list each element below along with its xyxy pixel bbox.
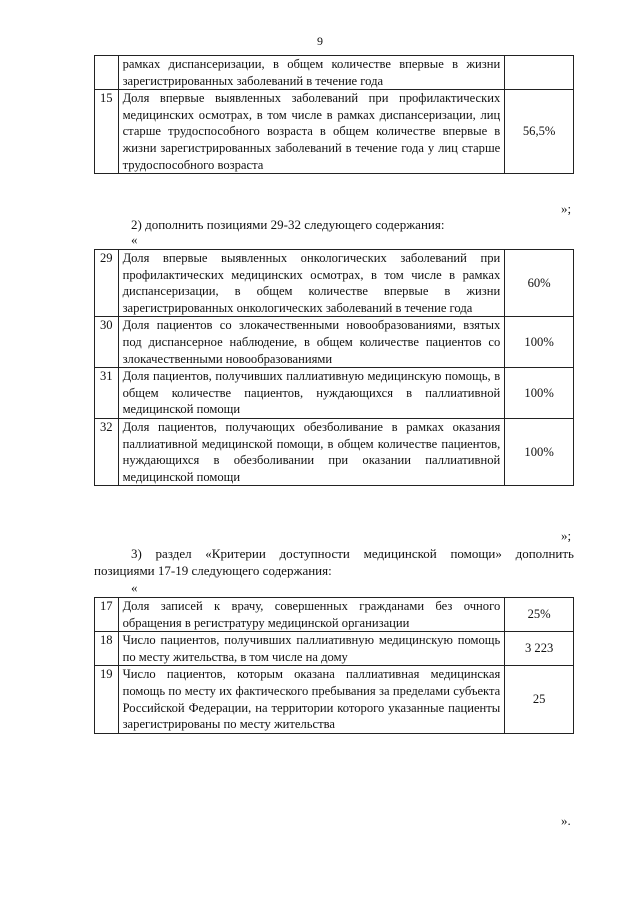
table-row — [95, 90, 574, 174]
opening-quote: « — [131, 580, 138, 595]
table-row — [95, 56, 574, 90]
table-row — [95, 368, 574, 419]
closing-quote: »; — [561, 201, 572, 216]
page-number: 9 — [317, 34, 323, 48]
paragraph-item-2: 2) дополнить позициями 29-32 следующего содержания: — [131, 217, 445, 232]
row-value: 25% — [505, 598, 574, 632]
table-row — [95, 666, 574, 733]
row-number: 18 — [95, 632, 119, 666]
row-value: 56,5% — [505, 90, 574, 174]
opening-quote: « — [131, 232, 138, 247]
row-number: 32 — [95, 418, 119, 485]
accessibility-table-17-19 — [94, 597, 574, 734]
row-value: 100% — [505, 317, 574, 368]
table-row — [95, 418, 574, 485]
row-value: 3 223 — [505, 632, 574, 666]
row-description: Число пациентов, получивших паллиативную медицинскую помощь по месту жительства, в том числе на дому — [118, 632, 505, 666]
row-number: 15 — [95, 90, 119, 174]
row-description: Число пациентов, которым оказана паллиативная медицинская помощь по месту их фактического пребывания за пределами субъекта Российской Федерации, на территории которого указанные пациенты зарегистрированы по месту жительства — [118, 666, 505, 733]
row-number: 30 — [95, 317, 119, 368]
row-number: 31 — [95, 368, 119, 419]
table-row — [95, 250, 574, 317]
closing-quote: ». — [561, 813, 571, 828]
row-description: Доля впервые выявленных заболеваний при профилактических медицинских осмотрах, в том числе в рамках диспансеризации, лиц старше трудоспособного возраста в общем количестве впервые в жизни зарегистрированных заболеваний в течение года у лиц старше трудоспособного возраста — [118, 90, 505, 174]
row-description: Доля пациентов, получивших паллиативную медицинскую помощь, в общем количестве пациентов, нуждающихся в паллиативной медицинской помощи — [118, 368, 505, 419]
row-description: Доля пациентов, получающих обезболивание в рамках оказания паллиативной медицинской помощи, в общем количестве пациентов, нуждающихся в обезболивании при оказании паллиативной медицинской помощи — [118, 418, 505, 485]
row-description: Доля пациентов со злокачественными новообразованиями, взятых под диспансерное наблюдение, в общем количестве пациентов со злокачественными новообразованиями — [118, 317, 505, 368]
indicator-table-continuation — [94, 55, 574, 174]
closing-quote: »; — [561, 528, 572, 543]
indicator-table-29-32 — [94, 249, 574, 486]
row-number — [95, 56, 119, 90]
row-value: 25 — [505, 666, 574, 733]
table-row — [95, 632, 574, 666]
row-description: Доля впервые выявленных онкологических заболеваний при профилактических медицинских осмотрах, в том числе в рамках диспансеризации, в общем количестве впервые в жизни зарегистрированных онкологических заболеваний в течение года — [118, 250, 505, 317]
row-number: 29 — [95, 250, 119, 317]
row-description: Доля записей к врачу, совершенных гражданами без очного обращения в регистратуру медицинской организации — [118, 598, 505, 632]
paragraph-item-3: 3) раздел «Критерии доступности медицинской помощи» дополнить позициями 17-19 следующего содержания: — [94, 546, 574, 578]
row-value: 100% — [505, 418, 574, 485]
row-number: 17 — [95, 598, 119, 632]
row-value — [505, 56, 574, 90]
table-row — [95, 317, 574, 368]
row-value: 100% — [505, 368, 574, 419]
row-value: 60% — [505, 250, 574, 317]
row-description: рамках диспансеризации, в общем количестве впервые в жизни зарегистрированных заболеваний в течение года — [118, 56, 505, 90]
row-number: 19 — [95, 666, 119, 733]
table-row — [95, 598, 574, 632]
